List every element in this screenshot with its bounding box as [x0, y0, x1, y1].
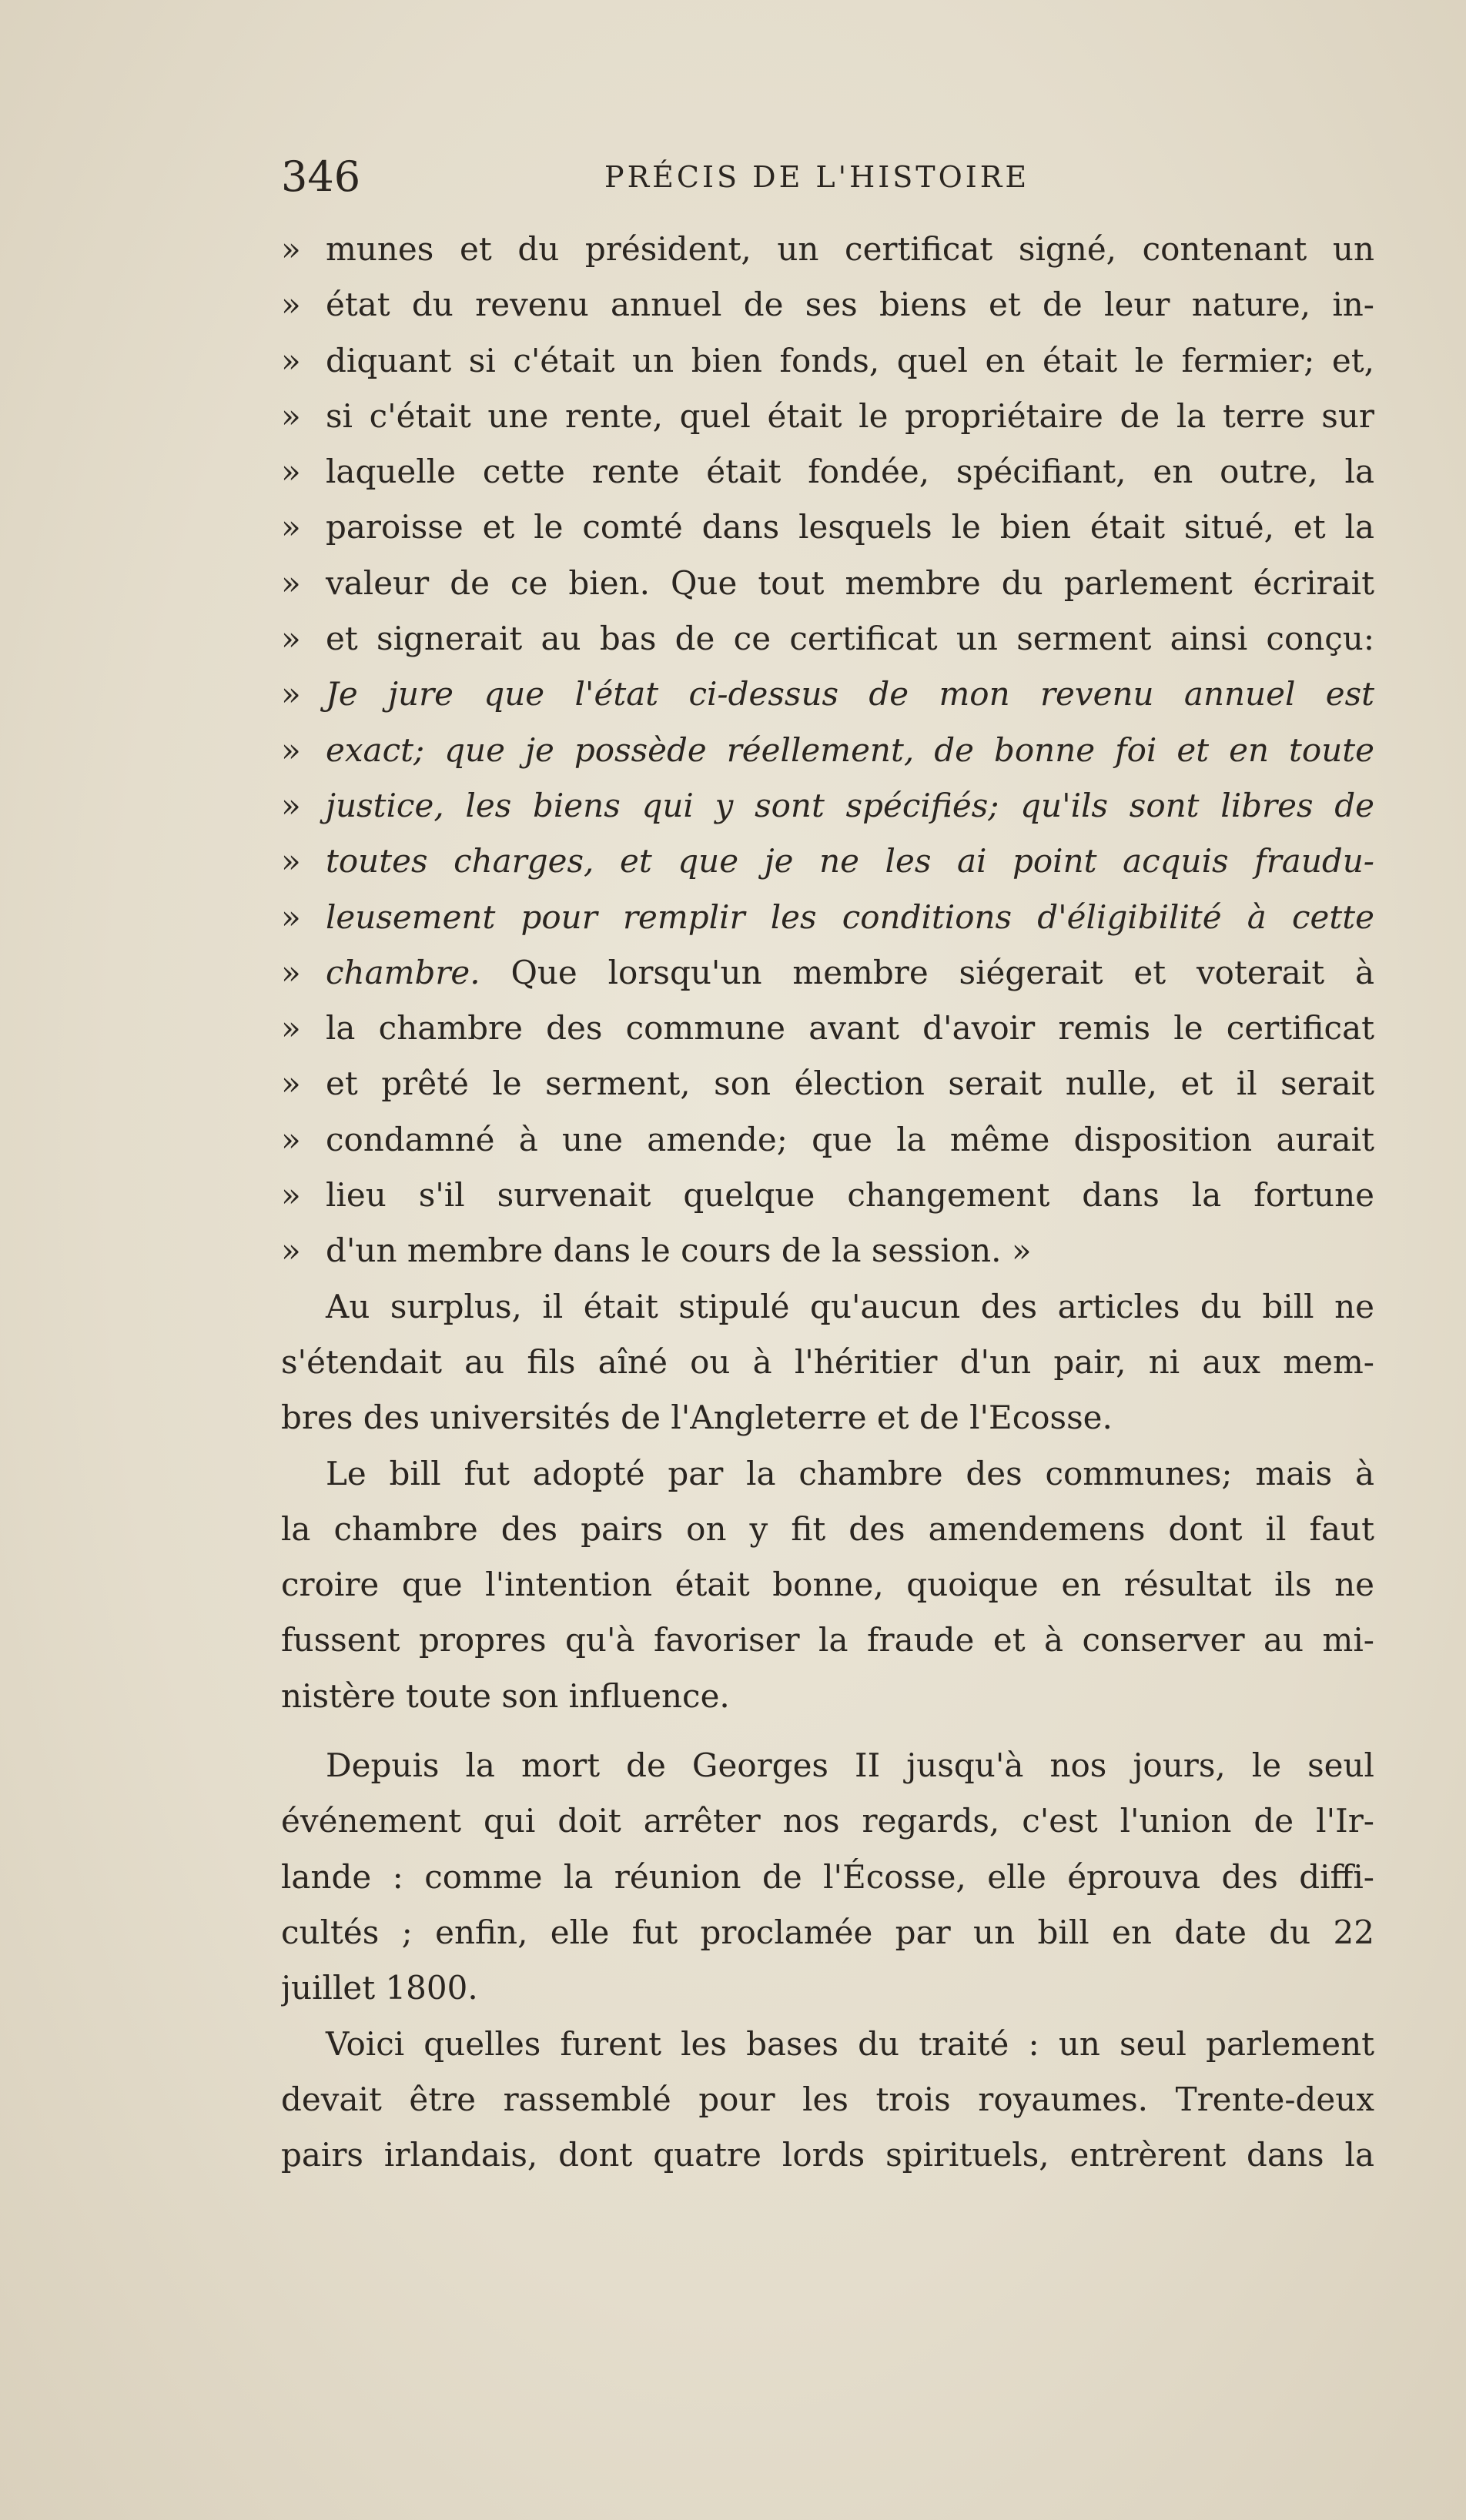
page-body — [281, 222, 1374, 2183]
paragraph-line — [281, 1557, 1374, 1613]
mixed-line-text — [326, 945, 1374, 1001]
quote-mark: » — [281, 286, 301, 324]
quote-mark: » — [281, 563, 301, 602]
paragraph-line — [281, 1390, 1374, 1445]
paragraph-line-text: cultés ; enfin, elle fut proclamée par un bill en date du 22 — [281, 1913, 1374, 1951]
quote-mark: » — [281, 1120, 301, 1158]
mixed-roman-text: Que lorsqu'un membre siégerait et voterait à — [480, 953, 1374, 991]
paragraph-line-text: pairs irlandais, dont quatre lords spirituels, entrèrent dans la — [281, 2136, 1374, 2174]
page-header — [281, 146, 1374, 208]
paragraph-line — [281, 1793, 1374, 1849]
paragraph-line — [281, 1905, 1374, 1960]
paragraph — [281, 2017, 1374, 2184]
paragraph-line-text: s'étendait au fils aîné ou à l'héritier d'un pair, ni aux mem- — [281, 1342, 1374, 1381]
quoted-line — [281, 333, 1374, 389]
running-title: PRÉCIS DE L'HISTOIRE — [604, 160, 1030, 194]
quoted-line — [281, 1001, 1374, 1056]
quoted-line — [281, 556, 1374, 611]
quoted-line — [281, 1223, 1374, 1278]
quoted-line-oath — [281, 667, 1374, 722]
quote-mark: » — [281, 730, 301, 769]
quote-mark: » — [281, 230, 301, 268]
paragraph-line-text: lande : comme la réunion de l'Écosse, elle éprouva des diffi- — [281, 1857, 1374, 1896]
quoted-line — [281, 389, 1374, 444]
paragraph-line — [281, 1502, 1374, 1557]
paragraph-line — [281, 2072, 1374, 2127]
quote-mark: » — [281, 1064, 301, 1103]
quoted-passage — [281, 222, 1374, 1279]
paragraph-line — [281, 1446, 1374, 1502]
paragraph-line — [281, 1669, 1374, 1724]
oath-text: justice, les biens qui y sont spécifiés; qu'ils sont libres de — [326, 786, 1374, 824]
quote-mark: » — [281, 897, 301, 936]
quoted-line-text: si c'était une rente, quel était le propriétaire de la terre sur — [326, 396, 1374, 435]
quoted-line — [281, 444, 1374, 500]
paragraph-line — [281, 2127, 1374, 2183]
oath-text: leusement pour remplir les conditions d'éligibilité à cette — [326, 897, 1374, 936]
quoted-line-text: et prêté le serment, son élection serait nulle, et il serait — [326, 1064, 1374, 1103]
quote-mark: » — [281, 1176, 301, 1215]
quoted-line-text: diquant si c'était un bien fonds, quel en était le fermier; et, — [326, 341, 1374, 379]
paragraph — [281, 1446, 1374, 1724]
quoted-line-oath — [281, 890, 1374, 945]
paragraph-line-text: Depuis la mort de Georges II jusqu'à nos jours, le seul — [326, 1746, 1374, 1785]
paragraph-line-text: Le bill fut adopté par la chambre des communes; mais à — [326, 1454, 1374, 1492]
paragraph-line — [281, 1850, 1374, 1905]
paragraph-line-text: événement qui doit arrêter nos regards, c'est l'union de l'Ir- — [281, 1802, 1374, 1840]
paragraph-line-text: croire que l'intention était bonne, quoique en résultat ils ne — [281, 1566, 1374, 1604]
paragraph-line-text: Voici quelles furent les bases du traité : un seul parlement — [326, 2024, 1374, 2063]
oath-text: exact; que je possède réellement, de bonne foi et en toute — [326, 730, 1374, 769]
paragraph-line-text: bres des universités de l'Angleterre et de l'Ecosse. — [281, 1399, 1113, 1437]
quoted-line-oath — [281, 723, 1374, 778]
paragraph-line — [281, 1335, 1374, 1390]
quoted-line-text: laquelle cette rente était fondée, spécifiant, en outre, la — [326, 453, 1374, 491]
quoted-line-text: la chambre des commune avant d'avoir remis le certificat — [326, 1009, 1374, 1048]
paragraph — [281, 1279, 1374, 1446]
page-number: 346 — [281, 152, 361, 201]
quoted-line-text: valeur de ce bien. Que tout membre du parlement écrirait — [326, 563, 1374, 602]
quote-mark: » — [281, 396, 301, 435]
quote-mark: » — [281, 620, 301, 658]
paragraph-line — [281, 1960, 1374, 2016]
quote-mark: » — [281, 675, 301, 714]
quote-mark: » — [281, 786, 301, 824]
paragraph-line — [281, 2017, 1374, 2072]
oath-end-text: chambre. — [326, 953, 480, 991]
paragraph-line-text: la chambre des pairs on y fit des amendemens dont il faut — [281, 1509, 1374, 1548]
oath-text: toutes charges, et que je ne les ai point acquis fraudu- — [326, 842, 1374, 881]
quote-mark: » — [281, 842, 301, 881]
quoted-line-text: état du revenu annuel de ses biens et de leur nature, in- — [326, 286, 1374, 324]
paragraph-line-text: fussent propres qu'à favoriser la fraude et à conserver au mi- — [281, 1621, 1374, 1659]
quoted-line-oath — [281, 834, 1374, 889]
quote-mark: » — [281, 1009, 301, 1048]
quoted-line — [281, 222, 1374, 277]
quoted-line — [281, 611, 1374, 667]
quote-mark: » — [281, 1232, 301, 1270]
paragraph-line-text: devait être rassemblé pour les trois royaumes. Trente-deux — [281, 2080, 1374, 2118]
paragraph — [281, 1738, 1374, 2016]
quoted-line — [281, 500, 1374, 555]
paragraph-line-text: nistère toute son influence. — [281, 1676, 730, 1715]
quoted-line-text: munes et du président, un certificat signé, contenant un — [326, 230, 1374, 268]
quote-mark: » — [281, 341, 301, 379]
paragraph-line — [281, 1279, 1374, 1335]
quote-mark: » — [281, 453, 301, 491]
quoted-line-text: lieu s'il survenait quelque changement dans la fortune — [326, 1176, 1374, 1215]
oath-text: Je jure que l'état ci-dessus de mon revenu annuel est — [326, 675, 1374, 714]
quoted-line-mixed — [281, 945, 1374, 1001]
quoted-line-oath — [281, 778, 1374, 834]
quoted-line — [281, 277, 1374, 333]
quoted-line — [281, 1056, 1374, 1111]
paragraph-line — [281, 1738, 1374, 1793]
paragraph-line — [281, 1613, 1374, 1668]
paragraph-line-text: Au surplus, il était stipulé qu'aucun des articles du bill ne — [326, 1287, 1374, 1325]
quote-mark: » — [281, 953, 301, 991]
quoted-line-text: et signerait au bas de ce certificat un serment ainsi conçu: — [326, 620, 1374, 658]
quoted-line — [281, 1112, 1374, 1168]
paragraph-line-text: juillet 1800. — [281, 1969, 478, 2007]
quoted-line-text: condamné à une amende; que la même disposition aurait — [326, 1120, 1374, 1158]
quoted-line — [281, 1168, 1374, 1223]
quote-mark: » — [281, 508, 301, 546]
quoted-line-text: d'un membre dans le cours de la session. » — [326, 1232, 1032, 1270]
quoted-line-text: paroisse et le comté dans lesquels le bien était situé, et la — [326, 508, 1374, 546]
